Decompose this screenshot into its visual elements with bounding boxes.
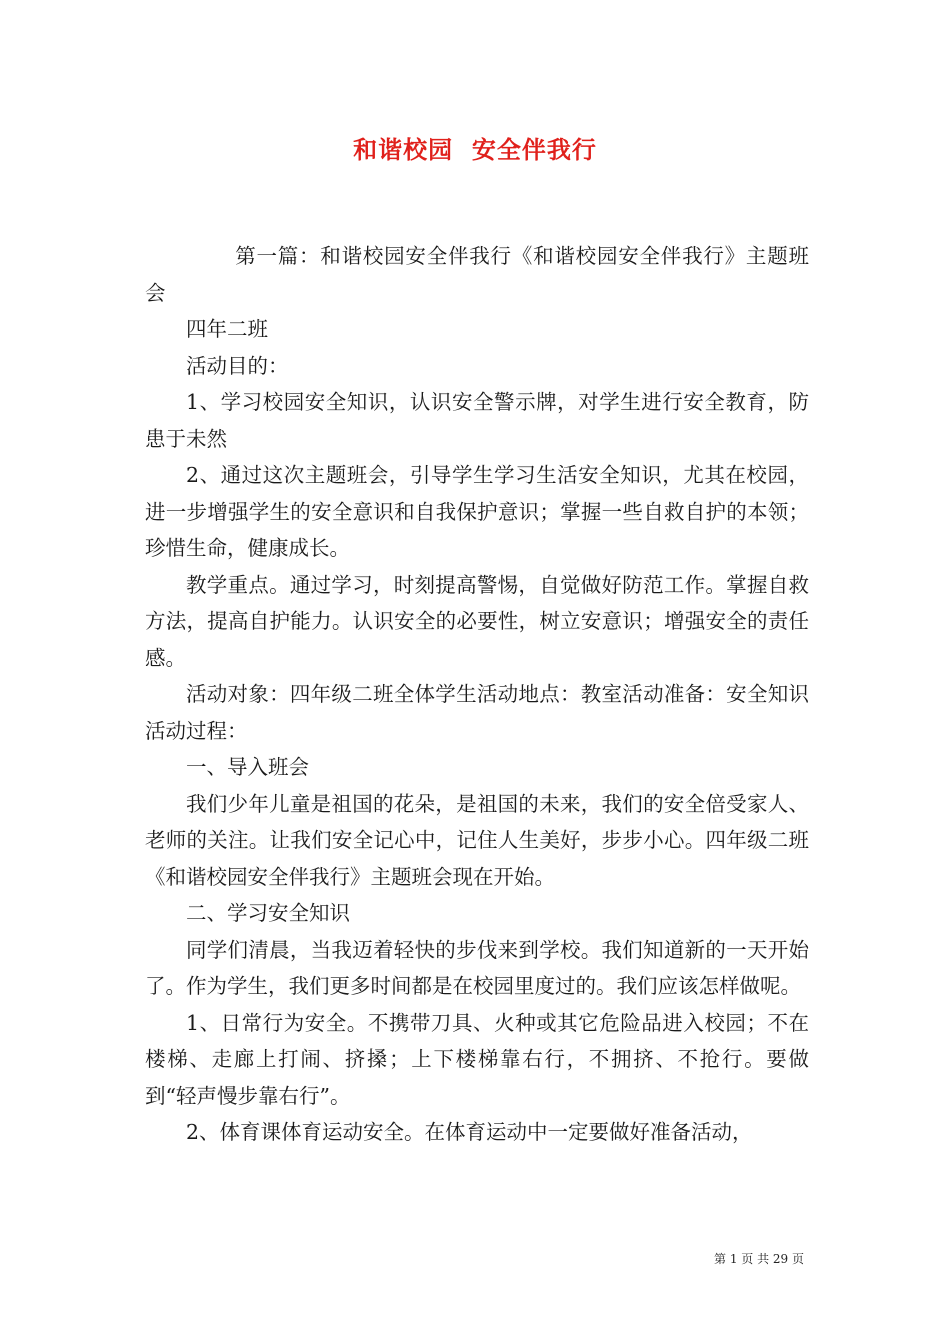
paragraph-class: 四年二班 xyxy=(186,317,268,341)
paragraph-goal-1: 1、学习校园安全知识，认识安全警示牌，对学生进行安全教育，防患于未然 xyxy=(145,390,809,451)
paragraph-activity-info: 活动对象：四年级二班全体学生活动地点：教室活动准备：安全知识活动过程： xyxy=(145,682,809,743)
paragraph-daily-safety: 1、日常行为安全。不携带刀具、火种或其它危险品进入校园；不在楼梯、走廊上打闹、挤搡；上下楼梯靠右行，不拥挤、不抢行。要做到“轻声慢步靠右行”。 xyxy=(145,1010,809,1108)
page-number: 第 1 页 共 29 页 xyxy=(714,1252,804,1266)
paragraph-goal-heading: 活动目的： xyxy=(186,353,289,378)
paragraph-section-1: 一、导入班会 xyxy=(186,755,309,779)
paragraph-goal-2: 2、通过这次主题班会，引导学生学习生活安全知识，尤其在校园，进一步增强学生的安全意识和自我保护意识；掌握一些自救自护的本领；珍惜生命，健康成长。 xyxy=(145,463,809,560)
paragraph-pe-safety: 2、体育课体育运动安全。在体育运动中一定要做好准备活动， xyxy=(186,1120,753,1144)
paragraph-morning: 同学们清晨，当我迈着轻快的步伐来到学校。我们知道新的一天开始了。作为学生，我们更多时间都是在校园里度过的。我们应该怎样做呢。 xyxy=(145,937,809,998)
paragraph-intro: 我们少年儿童是祖国的花朵，是祖国的未来，我们的安全倍受家人、老师的关注。让我们安全记心中，记住人生美好，步步小心。四年级二班《和谐校园安全伴我行》主题班会现在开始。 xyxy=(145,791,809,889)
document-body xyxy=(145,238,809,1151)
paragraph-chapter-heading: 第一篇：和谐校园安全伴我行《和谐校园安全伴我行》主题班会 xyxy=(145,244,809,305)
paragraph-section-2: 二、学习安全知识 xyxy=(186,901,350,925)
document-title: 和谐校园 安全伴我行 xyxy=(353,135,597,164)
paragraph-key-points: 教学重点。通过学习，时刻提高警惕，自觉做好防范工作。掌握自救方法，提高自护能力。认识安全的必要性，树立安意识；增强安全的责任感。 xyxy=(145,572,809,670)
